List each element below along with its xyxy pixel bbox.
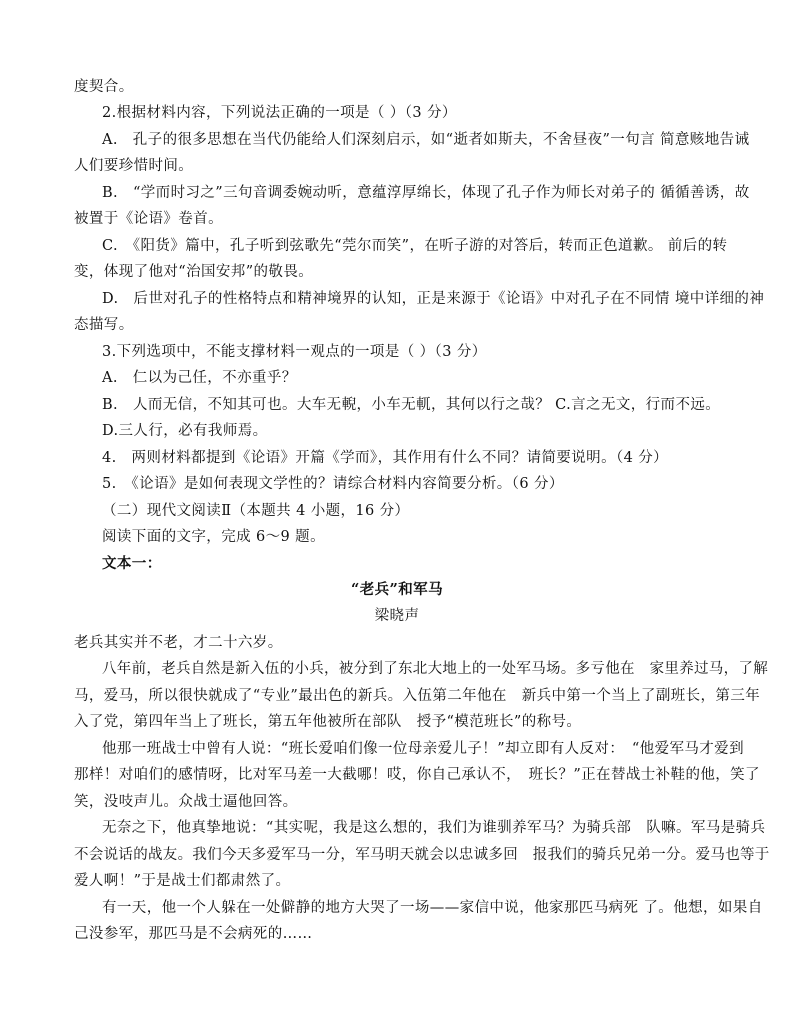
instruction: 阅读下面的文字，完成 6～9 题。 (102, 529, 325, 545)
section-heading: （二）现代文阅读Ⅱ（本题共 4 小题，16 分） (102, 503, 410, 519)
article-title: “老兵”和军马 (351, 581, 443, 598)
paragraph-line: 入了党，第四年当上了班长，第五年他被所在部队 授予“模范班长”的称号。 (74, 714, 582, 730)
paragraph-line: 笑，没吱声儿。众战士逼他回答。 (74, 794, 298, 810)
option-2c: C. 《阳货》篇中，孔子听到弦歌先“莞尔而笑”，在听子游的对答后，转而正色道歉。 前后的转 (102, 238, 728, 254)
paragraph-line: 己没参军，那匹马是不会病死的…… (74, 926, 313, 942)
text-line: 态描写。 (74, 317, 134, 333)
paragraph-line: 他那一班战士中曾有人说：“班长爱咱们像一位母亲爱儿子！”却立即有人反对： “他爱军马才爱到 (102, 741, 744, 757)
text-line: 变，体现了他对“治国安邦”的敬畏。 (74, 264, 314, 280)
option-3d: D.三人行，必有我师焉。 (102, 423, 268, 439)
paragraph-line: 无奈之下，他真挚地说：“其实呢，我是这么想的，我们为谁驯养军马？为骑兵部 队嘛。军马是骑兵 (102, 820, 766, 836)
paragraph-line: 八年前，老兵自然是新入伍的小兵，被分到了东北大地上的一处军马场。多亏他在 家里养过马，了解 (102, 661, 768, 677)
option-2a: A. 孔子的很多思想在当代仍能给人们深刻启示，如“逝者如斯夫，不舍昼夜”一句言 简意赅地告诫 (102, 132, 750, 148)
question-2: 2.根据材料内容，下列说法正确的一项是（ ）（3 分） (102, 105, 457, 121)
paragraph-line: 老兵其实并不老，才二十六岁。 (74, 635, 283, 651)
option-2b: B. “学而时习之”三句音调委婉动听，意蕴淳厚绵长，体现了孔子作为师长对弟子的 循循善诱，故 (102, 185, 750, 201)
option-3b-3c: B. 人而无信，不知其可也。大车无輗，小车无軏，其何以行之哉？ C.言之无文，行而不远。 (102, 397, 721, 413)
paragraph-line: 马，爱马，所以很快就成了“专业”最出色的新兵。入伍第二年他在 新兵中第一个当上了副班长，第三年 (74, 688, 761, 704)
paragraph-line: 不会说话的战友。我们今天多爱军马一分，军马明天就会以忠诚多回 报我们的骑兵兄弟一分。爱马也等于 (74, 847, 770, 863)
text-one-label: 文本一： (102, 555, 162, 572)
text-line: 度契合。 (74, 79, 134, 95)
text-line: 人们要珍惜时间。 (74, 158, 194, 174)
paragraph-line: 有一天，他一个人躲在一处僻静的地方大哭了一场——家信中说，他家那匹马病死 了。他想，如果自 (102, 900, 763, 916)
option-3a: A. 仁以为己任，不亦重乎？ (102, 370, 297, 386)
paragraph-line: 那样！对咱们的感情呀，比对军马差一大截哪！哎，你自己承认不， 班长？”正在替战士补鞋的他，笑了 (74, 767, 760, 783)
article-author: 梁晓声 (374, 608, 420, 624)
question-5: 5. 《论语》是如何表现文学性的？请综合材料内容简要分析。（6 分） (102, 476, 564, 492)
text-line: 被置于《论语》卷首。 (74, 211, 223, 227)
question-4: 4. 两则材料都提到《论语》开篇《学而》，其作用有什么不同？请简要说明。（4 分） (102, 450, 669, 466)
paragraph-line: 爱人啊！”于是战士们都肃然了。 (74, 873, 291, 889)
question-3: 3.下列选项中，不能支撑材料一观点的一项是（ ）（3 分） (102, 344, 487, 360)
option-2d: D. 后世对孔子的性格特点和精神境界的认知，正是来源于《论语》中对孔子在不同情 境中详细的神 (102, 291, 765, 307)
